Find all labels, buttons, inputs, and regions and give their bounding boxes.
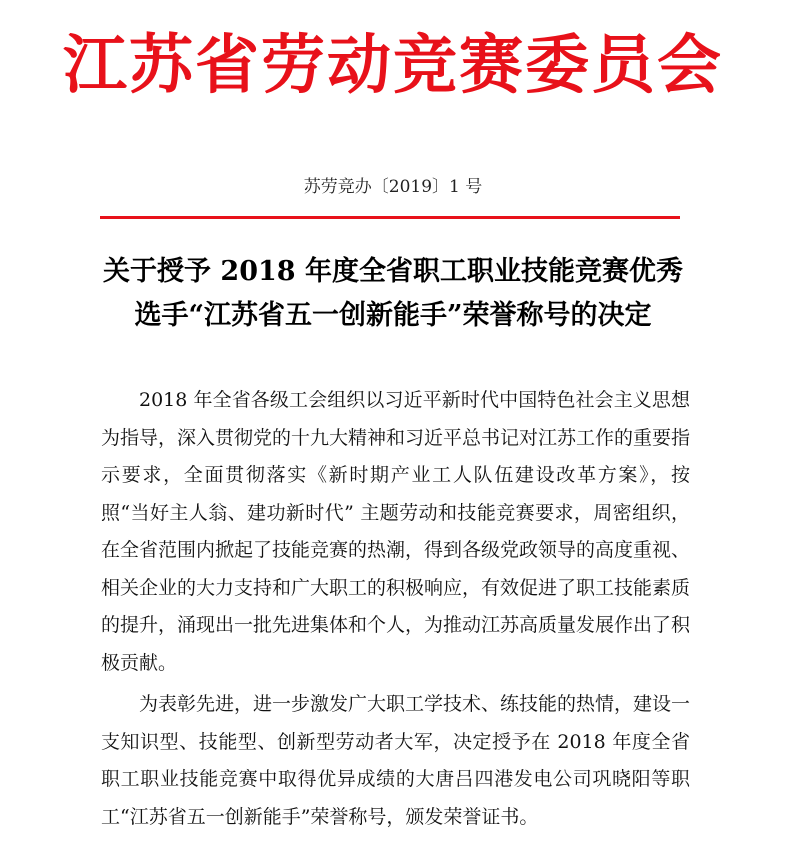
document-body [101, 382, 690, 836]
red-divider-line [100, 216, 680, 219]
document-title [60, 250, 726, 338]
document-title-line-1: 关于授予 2018 年度全省职工职业技能竞赛优秀 [103, 256, 683, 287]
issuing-organization-header: 江苏省劳动竞赛委员会 [63, 28, 723, 103]
document-number: 苏劳竞办〔2019〕1 号 [303, 177, 483, 197]
body-paragraph-2: 为表彰先进，进一步激发广大职工学技术、练技能的热情，建设一支知识型、技能型、创新型劳动者大军，决定授予在 2018 年度全省职工职业技能竞赛中取得优异成绩的大唐吕四港发电公司巩晓阳等职工“江苏省五一创新能手”荣誉称号，颁发荣誉证书。 [101, 693, 691, 828]
body-paragraph-1: 2018 年全省各级工会组织以习近平新时代中国特色社会主义思想为指导，深入贯彻党的十九大精神和习近平总书记对江苏工作的重要指示要求，全面贯彻落实《新时期产业工人队伍建设改革方案》，按照“当好主人翁、建功新时代” 主题劳动和技能竞赛要求，周密组织，在全省范围内掀起了技能竞赛的热潮，得到各级党政领导的高度重视、相关企业的大力支持和广大职工的积极响应，有效促进了职工技能素质的提升，涌现出一批先进集体和个人，为推动江苏高质量发展作出了积极贡献。 [101, 389, 691, 674]
document-title-line-2: 选手“江苏省五一创新能手”荣誉称号的决定 [134, 300, 652, 331]
